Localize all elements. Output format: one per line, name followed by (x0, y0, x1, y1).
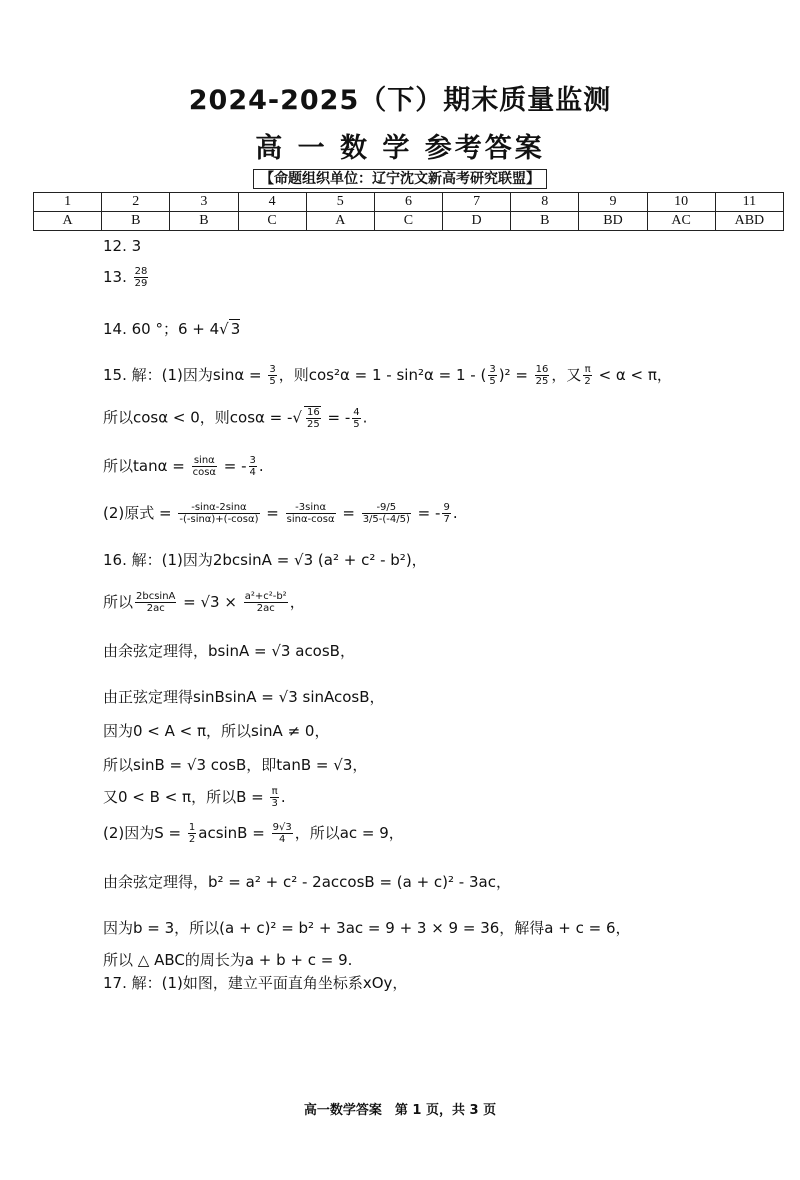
q15-line-1 (103, 364, 672, 387)
table-cell: 9 (579, 193, 647, 212)
text: < α < π， (593, 366, 672, 384)
q16-line-7 (103, 786, 286, 809)
numerator: 9√3 (272, 822, 292, 833)
denominator: 3 (271, 798, 278, 809)
text: = - (412, 504, 441, 522)
answer-table-answer-row (34, 212, 784, 231)
organizer-label: 【命题组织单位：辽宁沈文新高考研究联盟】 (253, 169, 547, 189)
fraction (244, 591, 288, 614)
answer-14-text: 14. 60 °；6 + 4 (103, 320, 220, 338)
fraction (178, 502, 259, 525)
denominator: 4 (278, 834, 286, 845)
fraction (535, 364, 550, 387)
text: ，又 (551, 366, 582, 384)
text: (2)因为S = (103, 824, 186, 842)
denominator: 5 (353, 418, 360, 430)
text: 所以tanα = (103, 457, 190, 475)
text: = - (322, 408, 351, 427)
table-cell: 5 (306, 193, 374, 212)
organizer-box (0, 168, 800, 188)
denominator: 25 (306, 419, 320, 430)
table-cell: 7 (443, 193, 511, 212)
numerator: 1 (188, 822, 196, 833)
fraction (249, 455, 257, 478)
text: ， (289, 593, 305, 611)
q16-line-10: 因为b = 3，所以(a + c)² = b² + 3ac = 9 + 3 × 9 = 36，解得a + c = 6， (103, 919, 631, 937)
numerator: 28 (134, 266, 148, 277)
numerator: 3 (489, 364, 496, 375)
table-cell: C (374, 212, 442, 231)
table-cell: D (443, 212, 511, 231)
table-cell: ABD (715, 212, 783, 231)
page-title: 2024-2025（下）期末质量监测 (188, 85, 612, 116)
numerator: -3sinα (286, 502, 336, 514)
table-cell: 8 (511, 193, 579, 212)
q15-line-4 (103, 502, 458, 525)
fraction (192, 455, 217, 478)
q17-line-1: 17. 解：(1)如图，建立平面直角坐标系xOy， (103, 974, 408, 992)
table-cell: B (102, 212, 170, 231)
fraction (583, 364, 591, 387)
fraction (304, 406, 321, 430)
table-cell: B (511, 212, 579, 231)
text: . (258, 457, 264, 475)
q16-line-5: 因为0 < A < π，所以sinA ≠ 0， (103, 722, 330, 740)
denominator: 7 (443, 514, 450, 525)
table-cell: A (306, 212, 374, 231)
fraction (268, 364, 276, 387)
q16-line-6: 所以sinB = √3 cosB，即tanB = √3， (103, 756, 368, 774)
text: . (362, 408, 368, 427)
fraction (272, 822, 293, 845)
fraction (270, 786, 278, 809)
denominator: sinα-cosα (286, 514, 335, 525)
fraction (442, 502, 450, 525)
text: 所以cosα < 0，则cosα = -√ (103, 408, 302, 427)
fraction (352, 407, 360, 430)
denominator: 25 (535, 376, 549, 387)
denominator: 5 (489, 376, 496, 387)
text: = √3 × (178, 593, 242, 611)
q16-line-3: 由余弦定理得，bsinA = √3 acosB， (103, 642, 355, 660)
numerator: 16 (535, 364, 549, 375)
answer-13-label: 13. (103, 268, 127, 286)
numerator: sinα (192, 455, 217, 467)
answer-13 (103, 266, 150, 289)
numerator: 9 (443, 502, 450, 513)
numerator: -9/5 (362, 502, 411, 514)
denominator: -(-sinα)+(-cosα) (179, 514, 259, 525)
q15-line-2 (103, 406, 367, 430)
text: = (261, 504, 284, 522)
table-cell: 3 (170, 193, 238, 212)
numerator: 4 (353, 406, 360, 418)
text: 所以 (103, 593, 134, 611)
table-cell: 2 (102, 193, 170, 212)
text: 15. 解：(1)因为sinα = (103, 366, 267, 384)
denominator: 2 (584, 376, 591, 387)
text: . (280, 788, 286, 806)
table-cell: B (170, 212, 238, 231)
denominator: 2ac (256, 603, 275, 614)
denominator: 3/5-(-4/5) (362, 514, 410, 525)
table-cell: 6 (374, 193, 442, 212)
text: = (337, 504, 360, 522)
numerator: 3 (249, 455, 256, 466)
text: . (452, 504, 458, 522)
denominator: 2 (188, 834, 196, 845)
denominator: 2ac (146, 603, 165, 614)
table-cell: 10 (647, 193, 715, 212)
q15-line-3 (103, 455, 264, 478)
q16-line-2 (103, 591, 305, 614)
text: acsinB = (198, 824, 270, 842)
text: (2)原式 = (103, 504, 177, 522)
table-cell: C (238, 212, 306, 231)
numerator: -sinα-2sinα (178, 502, 259, 514)
denominator: cosα (192, 467, 216, 478)
table-cell: 4 (238, 193, 306, 212)
fraction (134, 266, 149, 289)
text: = - (219, 457, 247, 475)
answer-table-number-row (34, 193, 784, 212)
answer-14 (103, 318, 240, 339)
table-cell: BD (579, 212, 647, 231)
fraction (488, 364, 496, 387)
radicand: 3 (230, 320, 241, 338)
numerator: 2bcsinA (136, 591, 176, 602)
sqrt-symbol: √ (219, 320, 229, 338)
q16-line-4: 由正弦定理得sinBsinA = √3 sinAcosB， (103, 688, 385, 706)
page-footer: 高一数学答案 第 1 页，共 3 页 (303, 1103, 497, 1118)
text: ，所以ac = 9， (294, 824, 404, 842)
answer-12: 12. 3 (103, 237, 142, 255)
q16-line-8 (103, 822, 404, 845)
answer-table (33, 192, 784, 231)
text: ，则cos²α = 1 - sin²α = 1 - ( (278, 366, 487, 384)
numerator: π (271, 786, 278, 797)
numerator: π (584, 364, 591, 375)
table-cell: 11 (715, 193, 783, 212)
text: )² = (498, 366, 533, 384)
denominator: 29 (134, 278, 148, 289)
fraction (135, 591, 176, 614)
fraction (362, 502, 411, 525)
table-cell: A (34, 212, 102, 231)
q16-line-9: 由余弦定理得，b² = a² + c² - 2accosB = (a + c)² - 3ac， (103, 873, 511, 891)
fraction (286, 502, 336, 525)
numerator: 3 (269, 364, 276, 375)
denominator: 5 (269, 376, 276, 387)
q16-line-11: 所以 △ ABC的周长为a + b + c = 9. (103, 951, 353, 969)
fraction (188, 822, 196, 845)
table-cell: 1 (34, 193, 102, 212)
page-subtitle: 高 一 数 学 参考答案 (255, 133, 545, 164)
denominator: 4 (249, 467, 256, 478)
q16-line-1: 16. 解：(1)因为2bcsinA = √3 (a² + c² - b²)， (103, 551, 427, 569)
numerator: a²+c²-b² (244, 591, 287, 602)
text: 又0 < B < π，所以B = (103, 788, 269, 806)
numerator: 16 (306, 407, 320, 418)
table-cell: AC (647, 212, 715, 231)
